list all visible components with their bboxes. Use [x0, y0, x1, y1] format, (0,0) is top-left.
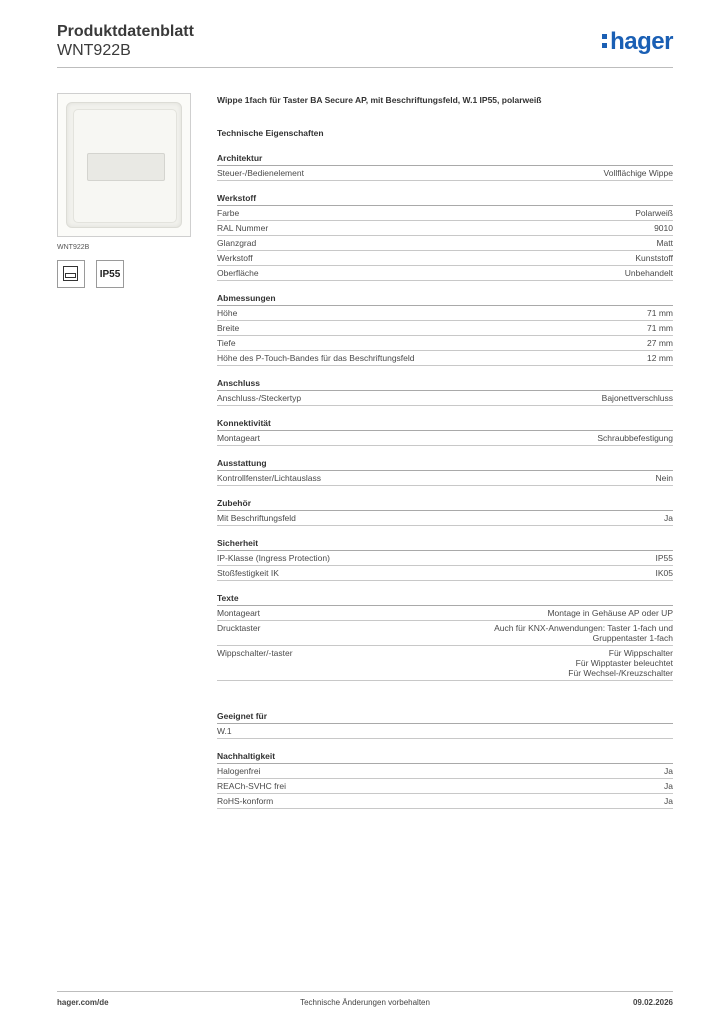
spec-row	[217, 431, 673, 446]
spec-group-title: Geeignet für	[217, 711, 673, 724]
spec-label: Wippschalter/-taster	[217, 648, 293, 658]
specification-column	[217, 95, 673, 821]
spec-value: IK05	[655, 568, 673, 578]
spec-value: 12 mm	[647, 353, 673, 363]
spec-value: 27 mm	[647, 338, 673, 348]
spec-group	[217, 711, 673, 739]
logo-colon-icon	[602, 31, 608, 49]
spec-group-title: Zubehör	[217, 498, 673, 511]
spec-label: Stoßfestigkeit IK	[217, 568, 279, 578]
spec-row	[217, 251, 673, 266]
spec-value: Schraubbefestigung	[597, 433, 673, 443]
spec-row	[217, 166, 673, 181]
spec-label: REACh-SVHC frei	[217, 781, 286, 791]
spec-row	[217, 236, 673, 251]
spec-row	[217, 221, 673, 236]
spec-row	[217, 724, 673, 739]
spec-row	[217, 266, 673, 281]
spec-group-title: Nachhaltigkeit	[217, 751, 673, 764]
spec-group-title: Werkstoff	[217, 193, 673, 206]
footer-divider	[57, 991, 673, 992]
spec-label: Montageart	[217, 433, 260, 443]
spec-row	[217, 336, 673, 351]
spec-group	[217, 538, 673, 581]
product-number-heading: WNT922B	[57, 42, 131, 59]
spec-value: Kunststoff	[635, 253, 673, 263]
spec-group	[217, 418, 673, 446]
logo-text: hager	[610, 28, 673, 55]
spec-value: Ja	[664, 796, 673, 806]
label-field	[87, 153, 165, 181]
switch-symbol-icon	[57, 260, 85, 288]
spec-group-title: Abmessungen	[217, 293, 673, 306]
product-code-caption: WNT922B	[57, 244, 90, 251]
spec-row	[217, 779, 673, 794]
spec-value: Nein	[655, 473, 673, 483]
spec-group-title: Architektur	[217, 153, 673, 166]
footer-date: 09.02.2026	[632, 998, 673, 1007]
switch-frame	[66, 102, 182, 228]
spec-value: Polarweiß	[635, 208, 673, 218]
spec-group	[217, 153, 673, 181]
spec-value: Unbehandelt	[624, 268, 673, 278]
section-title: Technische Eigenschaften	[217, 128, 324, 138]
spec-value: Montage in Gehäuse AP oder UP	[547, 608, 673, 618]
group-spacer	[217, 693, 673, 711]
spec-value: Vollflächige Wippe	[603, 168, 673, 178]
spec-group	[217, 458, 673, 486]
spec-label: Höhe	[217, 308, 238, 318]
spec-value: IP55	[655, 553, 673, 563]
spec-label: Anschluss-/Steckertyp	[217, 393, 302, 403]
spec-label: Tiefe	[217, 338, 236, 348]
spec-row	[217, 794, 673, 809]
spec-value: 71 mm	[647, 323, 673, 333]
spec-row	[217, 621, 673, 646]
spec-row	[217, 551, 673, 566]
spec-group-title: Anschluss	[217, 378, 673, 391]
spec-label: Oberfläche	[217, 268, 259, 278]
spec-value: Matt	[656, 238, 673, 248]
switch-rocker	[73, 109, 177, 223]
spec-label: Steuer-/Bedienelement	[217, 168, 304, 178]
ip-rating-icon: IP55	[96, 260, 124, 288]
spec-value: Bajonettverschluss	[601, 393, 673, 403]
feature-icons	[57, 260, 191, 288]
spec-group-title: Ausstattung	[217, 458, 673, 471]
footer-website-link[interactable]: hager.com/de	[57, 998, 109, 1007]
spec-label: RoHS-konform	[217, 796, 274, 806]
spec-row	[217, 566, 673, 581]
spec-value: Für Wippschalter Für Wipptaster beleuchtet Für Wechsel-/Kreuzschalter	[568, 648, 673, 678]
spec-group	[217, 593, 673, 681]
spec-row	[217, 206, 673, 221]
spec-label: Mit Beschriftungsfeld	[217, 513, 296, 523]
spec-row	[217, 646, 673, 681]
page-header	[57, 22, 673, 60]
spec-label: W.1	[217, 726, 232, 736]
hager-logo[interactable]	[602, 28, 673, 56]
product-description: Wippe 1fach für Taster BA Secure AP, mit Beschriftungsfeld, W.1 IP55, polarweiß	[217, 95, 542, 105]
spec-label: RAL Nummer	[217, 223, 269, 233]
spec-label: IP-Klasse (Ingress Protection)	[217, 553, 330, 563]
spec-groups	[217, 153, 673, 809]
spec-label: Montageart	[217, 608, 260, 618]
spec-row	[217, 511, 673, 526]
footer-notice: Technische Änderungen vorbehalten	[300, 998, 430, 1007]
spec-group-title: Texte	[217, 593, 673, 606]
spec-row	[217, 321, 673, 336]
spec-row	[217, 471, 673, 486]
product-image	[57, 93, 191, 237]
spec-label: Höhe des P-Touch-Bandes für das Beschriftungsfeld	[217, 353, 415, 363]
spec-group	[217, 293, 673, 366]
spec-label: Drucktaster	[217, 623, 261, 633]
spec-row	[217, 351, 673, 366]
spec-group-title: Konnektivität	[217, 418, 673, 431]
spec-group	[217, 751, 673, 809]
spec-value: 9010	[654, 223, 673, 233]
spec-row	[217, 606, 673, 621]
spec-value: Auch für KNX-Anwendungen: Taster 1-fach und Gruppentaster 1-fach	[494, 623, 673, 643]
spec-value: Ja	[664, 513, 673, 523]
spec-label: Werkstoff	[217, 253, 253, 263]
product-image-column	[57, 93, 191, 288]
spec-row	[217, 306, 673, 321]
spec-label: Glanzgrad	[217, 238, 257, 248]
document-title: Produktdatenblatt	[57, 23, 194, 40]
spec-value: Ja	[664, 781, 673, 791]
spec-group	[217, 193, 673, 281]
spec-row	[217, 764, 673, 779]
spec-group	[217, 378, 673, 406]
spec-label: Breite	[217, 323, 240, 333]
spec-label: Kontrollfenster/Lichtauslass	[217, 473, 321, 483]
spec-row	[217, 391, 673, 406]
spec-value: 71 mm	[647, 308, 673, 318]
header-divider	[57, 67, 673, 68]
spec-label: Farbe	[217, 208, 240, 218]
spec-group	[217, 498, 673, 526]
spec-group-title: Sicherheit	[217, 538, 673, 551]
spec-label: Halogenfrei	[217, 766, 261, 776]
spec-value: Ja	[664, 766, 673, 776]
